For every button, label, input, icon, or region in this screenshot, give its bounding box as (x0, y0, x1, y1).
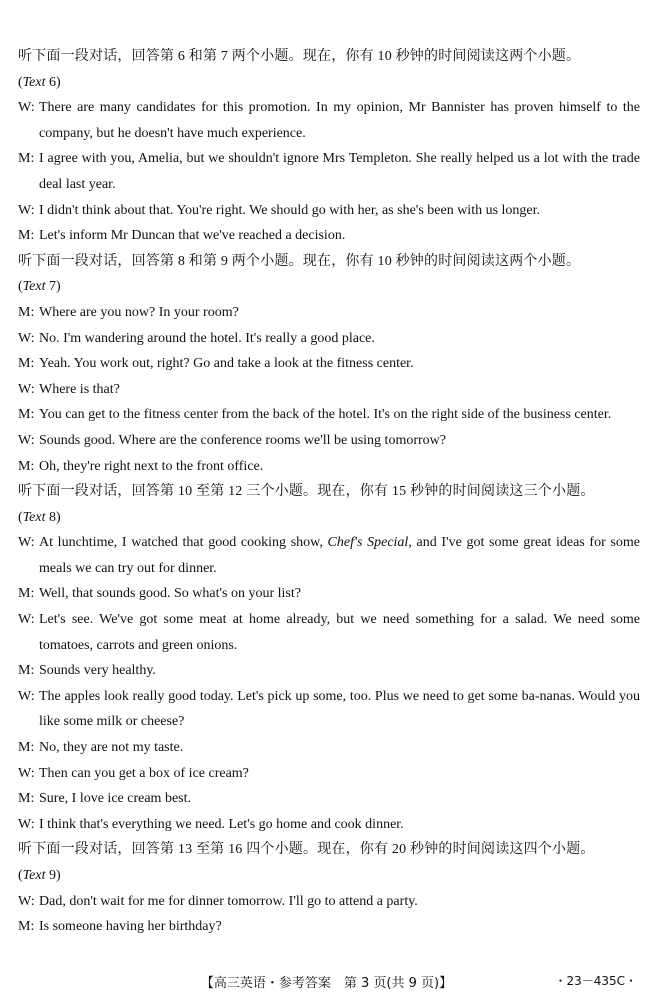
text-label-open: ( (18, 868, 23, 883)
speaker-label: M: (18, 458, 35, 474)
speaker-label: W: (18, 816, 35, 832)
speaker-label: M: (18, 356, 35, 372)
dialogue-line (18, 428, 640, 454)
dialogue-text-part: Let's inform Mr Duncan that we've reached a decision. (39, 228, 346, 244)
dialogue-text-part: Oh, they're right next to the front office. (39, 458, 264, 474)
dialogue-text (39, 326, 640, 352)
speaker-label: W: (18, 765, 35, 781)
dialogue-text (39, 223, 640, 249)
dialogue-line (18, 735, 640, 761)
speaker-label: W: (18, 432, 35, 448)
dialogue-text (39, 530, 640, 581)
dialogue-text (39, 914, 640, 940)
speaker-label: W: (18, 202, 35, 218)
text-label-num: 9 (45, 868, 56, 883)
dialogue-line (18, 607, 640, 658)
show-title: Chef's Special (327, 535, 409, 551)
dialogue-line (18, 786, 640, 812)
text-label-label: Text (22, 279, 46, 295)
speaker-label: M: (18, 791, 35, 807)
text-label (18, 274, 640, 300)
dialogue-text (39, 300, 640, 326)
dialogue-line (18, 889, 640, 915)
dialogue-text (39, 95, 640, 146)
dialogue-text (39, 786, 640, 812)
dialogue-line (18, 761, 640, 787)
text-label-label: Text (22, 509, 46, 525)
speaker-label: M: (18, 407, 35, 423)
dialogue-text-part: Well, that sounds good. So what's on your list? (39, 586, 301, 602)
dialogue-line (18, 530, 640, 581)
text-label-open: ( (18, 74, 23, 90)
dialogue-line (18, 351, 640, 377)
dialogue-text (39, 658, 640, 684)
dialogue-text-part: You can get to the fitness center from the back of the hotel. It's on the right side of the business center. (39, 407, 612, 423)
text-label-close: ) (56, 509, 61, 525)
dialogue-text-part: I think that's everything we need. Let's go home and cook dinner. (39, 816, 404, 832)
dialogue-line (18, 377, 640, 403)
dialogue-text-part: Sounds good. Where are the conference rooms we'll be using tomorrow? (39, 432, 446, 448)
dialogue-text-part: Where is that? (39, 381, 120, 397)
dialogue-text-part: At lunchtime, I watched that good cooking show, (39, 535, 328, 551)
dialogue-line (18, 326, 640, 352)
dialogue-text-part: Sounds very healthy. (39, 663, 156, 679)
text-label-num: 8 (45, 509, 56, 525)
speaker-label: M: (18, 586, 35, 602)
text-label-close: ) (56, 868, 61, 883)
dialogue-text (39, 402, 640, 428)
footer-page-info: 【高三英语・参考答案 第 3 页(共 9 页)】 (200, 976, 453, 991)
text-label-num: 6 (45, 74, 56, 90)
dialogue-line (18, 454, 640, 480)
dialogue-text (39, 146, 640, 197)
speaker-label: M: (18, 919, 35, 935)
dialogue-text-part: The apples look really good today. Let's pick up some, too. Plus we need to get some ba-nanas. Would you like some milk or cheese? (39, 688, 640, 730)
footer-code: ・23－435C・ (554, 974, 637, 988)
dialogue-text-part: Is someone having her birthday? (39, 919, 222, 935)
section-instruction: 听下面一段对话，回答第 6 和第 7 两个小题。现在，你有 10 秒钟的时间阅读这两个小题。 (18, 49, 581, 64)
dialogue-line (18, 658, 640, 684)
speaker-label: M: (18, 228, 35, 244)
dialogue-line (18, 684, 640, 735)
dialogue-text-part: I didn't think about that. You're right. We should go with her, as she's been with us longer. (39, 202, 541, 218)
text-label (18, 863, 640, 889)
dialogue-line (18, 402, 640, 428)
speaker-label: W: (18, 535, 35, 551)
dialogue-text-part: Let's see. We've got some meat at home already, but we need something for a salad. We need some tomatoes, carrots and green onions. (39, 612, 640, 653)
dialogue-line (18, 146, 640, 197)
dialogue-text (39, 581, 640, 607)
speaker-label: M: (18, 151, 35, 167)
dialogue-text-part: Dad, don't wait for me for dinner tomorrow. I'll go to attend a party. (39, 893, 418, 909)
text-label-open: ( (18, 279, 23, 295)
dialogue-text-part: Where are you now? In your room? (39, 304, 239, 320)
dialogue-text (39, 761, 640, 787)
dialogue-text (39, 812, 640, 838)
page-footer (0, 970, 653, 994)
text-label-close: ) (56, 74, 61, 90)
dialogue-text (39, 454, 640, 480)
speaker-label: W: (18, 381, 35, 397)
dialogue-text-part: Then can you get a box of ice cream? (39, 765, 249, 781)
dialogue-text (39, 684, 640, 735)
dialogue-text (39, 607, 640, 658)
dialogue-text-part: No, they are not my taste. (39, 740, 184, 756)
section-instruction: 听下面一段对话，回答第 8 和第 9 两个小题。现在，你有 10 秒钟的时间阅读这两个小题。 (18, 253, 581, 269)
text-label-label: Text (22, 74, 46, 90)
speaker-label: M: (18, 740, 35, 756)
text-label-num: 7 (45, 279, 56, 295)
speaker-label: M: (18, 304, 35, 320)
dialogue-text (39, 198, 640, 224)
dialogue-line (18, 198, 640, 224)
speaker-label: W: (18, 893, 35, 909)
dialogue-line (18, 300, 640, 326)
speaker-label: W: (18, 612, 35, 628)
dialogue-text-part: I agree with you, Amelia, but we shouldn't ignore Mrs Templeton. She really helped us a lot with the trade deal last year. (39, 151, 640, 192)
transcript-body (18, 44, 640, 940)
speaker-label: M: (18, 663, 35, 679)
dialogue-text (39, 889, 640, 915)
text-label (18, 70, 640, 96)
section-instruction: 听下面一段对话，回答第 13 至第 16 四个小题。现在，你有 20 秒钟的时间阅读这四个小题。 (18, 842, 595, 858)
dialogue-line (18, 95, 640, 146)
dialogue-line (18, 581, 640, 607)
dialogue-text (39, 351, 640, 377)
dialogue-text-part: Yeah. You work out, right? Go and take a look at the fitness center. (39, 356, 414, 372)
speaker-label: W: (18, 100, 35, 116)
section-instruction: 听下面一段对话，回答第 10 至第 12 三个小题。现在，你有 15 秒钟的时间阅读这三个小题。 (18, 484, 595, 500)
dialogue-text-part: , and I've got some great ideas for some meals we can try out for dinner. (39, 535, 640, 576)
dialogue-text (39, 428, 640, 454)
dialogue-text (39, 377, 640, 403)
dialogue-line (18, 914, 640, 940)
text-label-open: ( (18, 509, 23, 525)
dialogue-line (18, 812, 640, 838)
speaker-label: W: (18, 330, 35, 346)
dialogue-text-part: Sure, I love ice cream best. (39, 791, 191, 807)
dialogue-text-part: No. I'm wandering around the hotel. It's really a good place. (39, 330, 375, 346)
dialogue-line (18, 223, 640, 249)
text-label-label: Text (22, 868, 46, 883)
dialogue-text-part: There are many candidates for this promotion. In my opinion, Mr Bannister has proven himself to the company, but he doesn't have much experience. (39, 100, 640, 141)
text-label-close: ) (56, 279, 61, 295)
speaker-label: W: (18, 688, 35, 704)
dialogue-text (39, 735, 640, 761)
text-label (18, 505, 640, 531)
